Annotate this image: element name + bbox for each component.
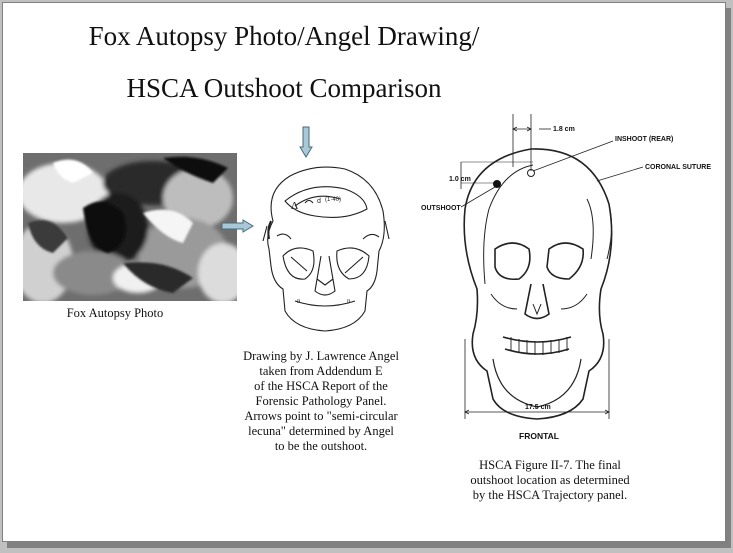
hsca-caption-line: by the HSCA Trajectory panel. [472, 488, 628, 502]
angel-caption-line: Arrows point to "semi-circular [244, 409, 398, 423]
side-measure-label: 1.0 cm [449, 176, 471, 183]
inshoot-label: INSHOOT (REAR) [615, 136, 674, 143]
top-measure-label: 1.8 cm [553, 126, 575, 133]
hsca-caption-line: HSCA Figure II-7. The final [479, 458, 621, 472]
angel-caption-line: Forensic Pathology Panel. [255, 394, 387, 408]
hsca-frontal-skull-figure [421, 109, 719, 444]
angel-caption-line: Drawing by J. Lawrence Angel [243, 349, 399, 363]
slide-title-line2: HSCA Outshoot Comparison [126, 73, 442, 103]
angel-caption-line: of the HSCA Report of the [254, 379, 388, 393]
angel-caption-line: to be the outshoot. [274, 439, 368, 453]
angel-skull-drawing [255, 161, 395, 336]
svg-text:d: d [317, 198, 321, 205]
outshoot-label: OUTSHOOT [421, 205, 461, 212]
svg-text:Δ: Δ [291, 200, 299, 212]
svg-text:n: n [347, 297, 351, 305]
fox-photo-caption: Fox Autopsy Photo [66, 306, 164, 320]
coronal-suture-label: CORONAL SUTURE [645, 164, 711, 171]
hsca-caption-line: outshoot location as determined [470, 473, 630, 487]
svg-text:n: n [297, 297, 301, 305]
svg-text:(1·40): (1·40) [325, 197, 342, 203]
fox-autopsy-photo [23, 153, 237, 301]
hsca-figure-caption [455, 458, 645, 503]
bottom-measure-label: 17.5 cm [525, 404, 551, 411]
arrow-down-icon [299, 126, 313, 158]
angel-caption-line: lecuna" determined by Angel [248, 424, 394, 438]
slide [2, 2, 726, 542]
arrow-right-icon [221, 219, 255, 233]
slide-title-line1: Fox Autopsy Photo/Angel Drawing/ [88, 21, 480, 51]
frontal-label: FRONTAL [519, 431, 559, 441]
angel-drawing-caption [235, 349, 407, 454]
angel-caption-line: taken from Addendum E [259, 364, 383, 378]
